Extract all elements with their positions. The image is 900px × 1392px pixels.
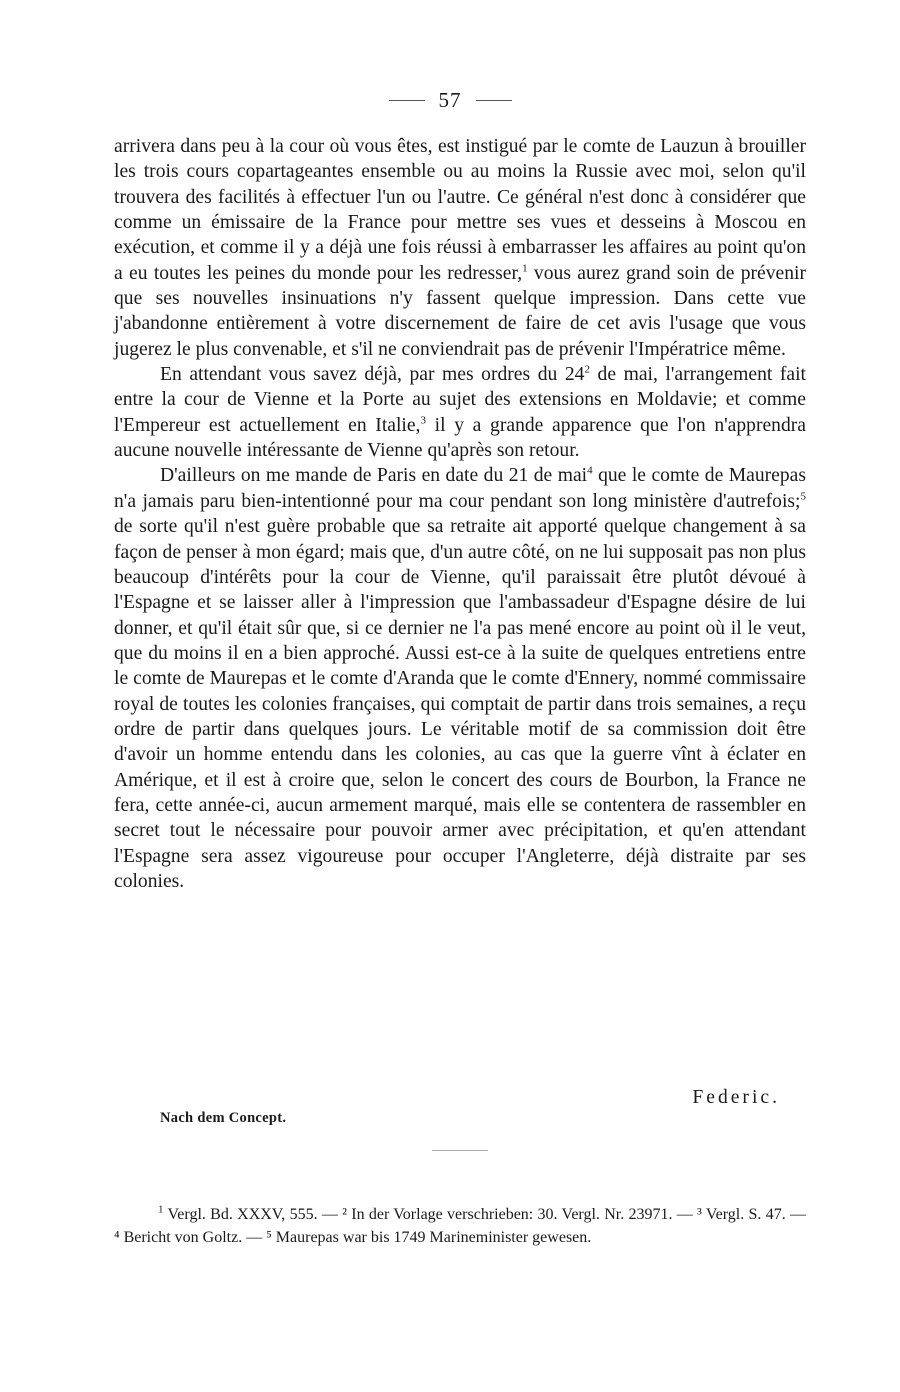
paragraph-1 — [114, 134, 806, 362]
footnote-ref-5: 5 — [800, 490, 806, 503]
footnote-divider — [432, 1150, 488, 1151]
paragraph-1-text: arrivera dans peu à la cour où vous êtes, est instigué par le comte de Lauzun à brouiller les trois cours copartageantes ensemble ou au moins la Russie avec moi, selon qu'il trouvera des facilités à effectuer l'un ou l'autre. Ce général n'est donc à considérer que comme un émissaire de la France pour mettre ses vues et desseins à Moscou en exécution, et comme il y a déjà une fois réussi à embarrasser les affaires au point qu'on a eu toutes les peines du monde pour les redresser, — [114, 136, 806, 284]
source-note: Nach dem Concept. — [160, 1110, 287, 1126]
signature: Federic. — [692, 1087, 780, 1108]
paragraph-2-part-b: de mai, l'arrangement fait entre la cour de Vienne et la Porte au sujet des extensions en Moldavie; et comme l'Empereur est actuellement en Italie, — [114, 364, 806, 436]
page-number: 57 — [438, 88, 462, 112]
paragraph-2-part-c: il y a grande apparence que l'on n'apprendra aucune nouvelle intéressante de Vienne qu'après son retour. — [114, 414, 806, 462]
footnote-text: Vergl. Bd. XXXV, 555. — ² In der Vorlage verschrieben: 30. Vergl. Nr. 23971. — ³ Vergl. S. 47. — ⁴ Bericht von Goltz. — ⁵ Maurepas war bis 1749 Marineminister gewesen. — [114, 1206, 806, 1246]
footnote-mark-1: 1 — [158, 1203, 164, 1216]
footnote-ref-3: 3 — [420, 414, 426, 427]
header-rule-left — [389, 100, 425, 101]
paragraph-1-continued: vous aurez grand soin de prévenir que ses nouvelles insinuations n'y fassent quelque impression. Dans cette vue j'abandonne entièrement à votre discernement de faire de cet avis l'usage que vous jugerez le plus convenable, et s'il ne conviendrait pas de prévenir l'Impératrice même. — [114, 262, 806, 360]
paragraph-2-part-a: En attendant vous savez déjà, par mes ordres du 24 — [160, 364, 585, 386]
footnote-block — [114, 1203, 806, 1249]
page-header — [0, 88, 900, 113]
paragraph-3-part-b: que le comte de Maurepas n'a jamais paru bien-intentionné pour ma cour pendant son long ministère d'autrefois; — [114, 465, 806, 512]
paragraph-2 — [114, 362, 806, 463]
footnote-ref-1: 1 — [522, 262, 528, 275]
paragraph-3-part-c: de sorte qu'il n'est guère probable que sa retraite ait apporté quelque changement à sa façon de penser à mon égard; mais que, d'un autre côté, on ne lui supposait pas non plus beaucoup d'intérêts pour la cour de Vienne, qu'il paraissait être plutôt dévoué à l'Espagne et se laisser aller à l'impression que l'ambassadeur d'Espagne désire de lui donner, et qu'il était sûr que, si ce dernier ne l'a pas mené encore au point où il le veut, que du moins il en a bien approché. Aussi est-ce à la suite de quelques entretiens entre le comte de Maurepas et le comte d'Aranda que le comte d'Ennery, nommé commissaire royal de toutes les colonies françaises, qui comptait de partir dans trois semaines, a reçu ordre de partir dans quelques jours. Le véritable motif de sa commission doit être d'avoir un homme entendu dans les colonies, au cas que la guerre vînt à éclater en Amérique, et il est à croire que, selon le concert des cours de Bourbon, la France ne fera, cette année-ci, aucun armement marqué, mais elle se contentera de rassembler en secret tout le nécessaire pour pouvoir armer avec précipitation, et qu'en attendant l'Espagne sera assez vigoureuse pour occuper l'Angleterre, déjà distraite par ses colonies. — [114, 516, 806, 892]
footnote-ref-2: 2 — [584, 363, 590, 376]
paragraph-3 — [114, 463, 806, 894]
letter-body — [114, 134, 806, 894]
paragraph-3-part-a: D'ailleurs on me mande de Paris en date du 21 de mai — [160, 465, 588, 487]
footnote-ref-4: 4 — [587, 464, 593, 477]
footnotes — [114, 1203, 806, 1249]
header-rule-right — [476, 100, 512, 101]
